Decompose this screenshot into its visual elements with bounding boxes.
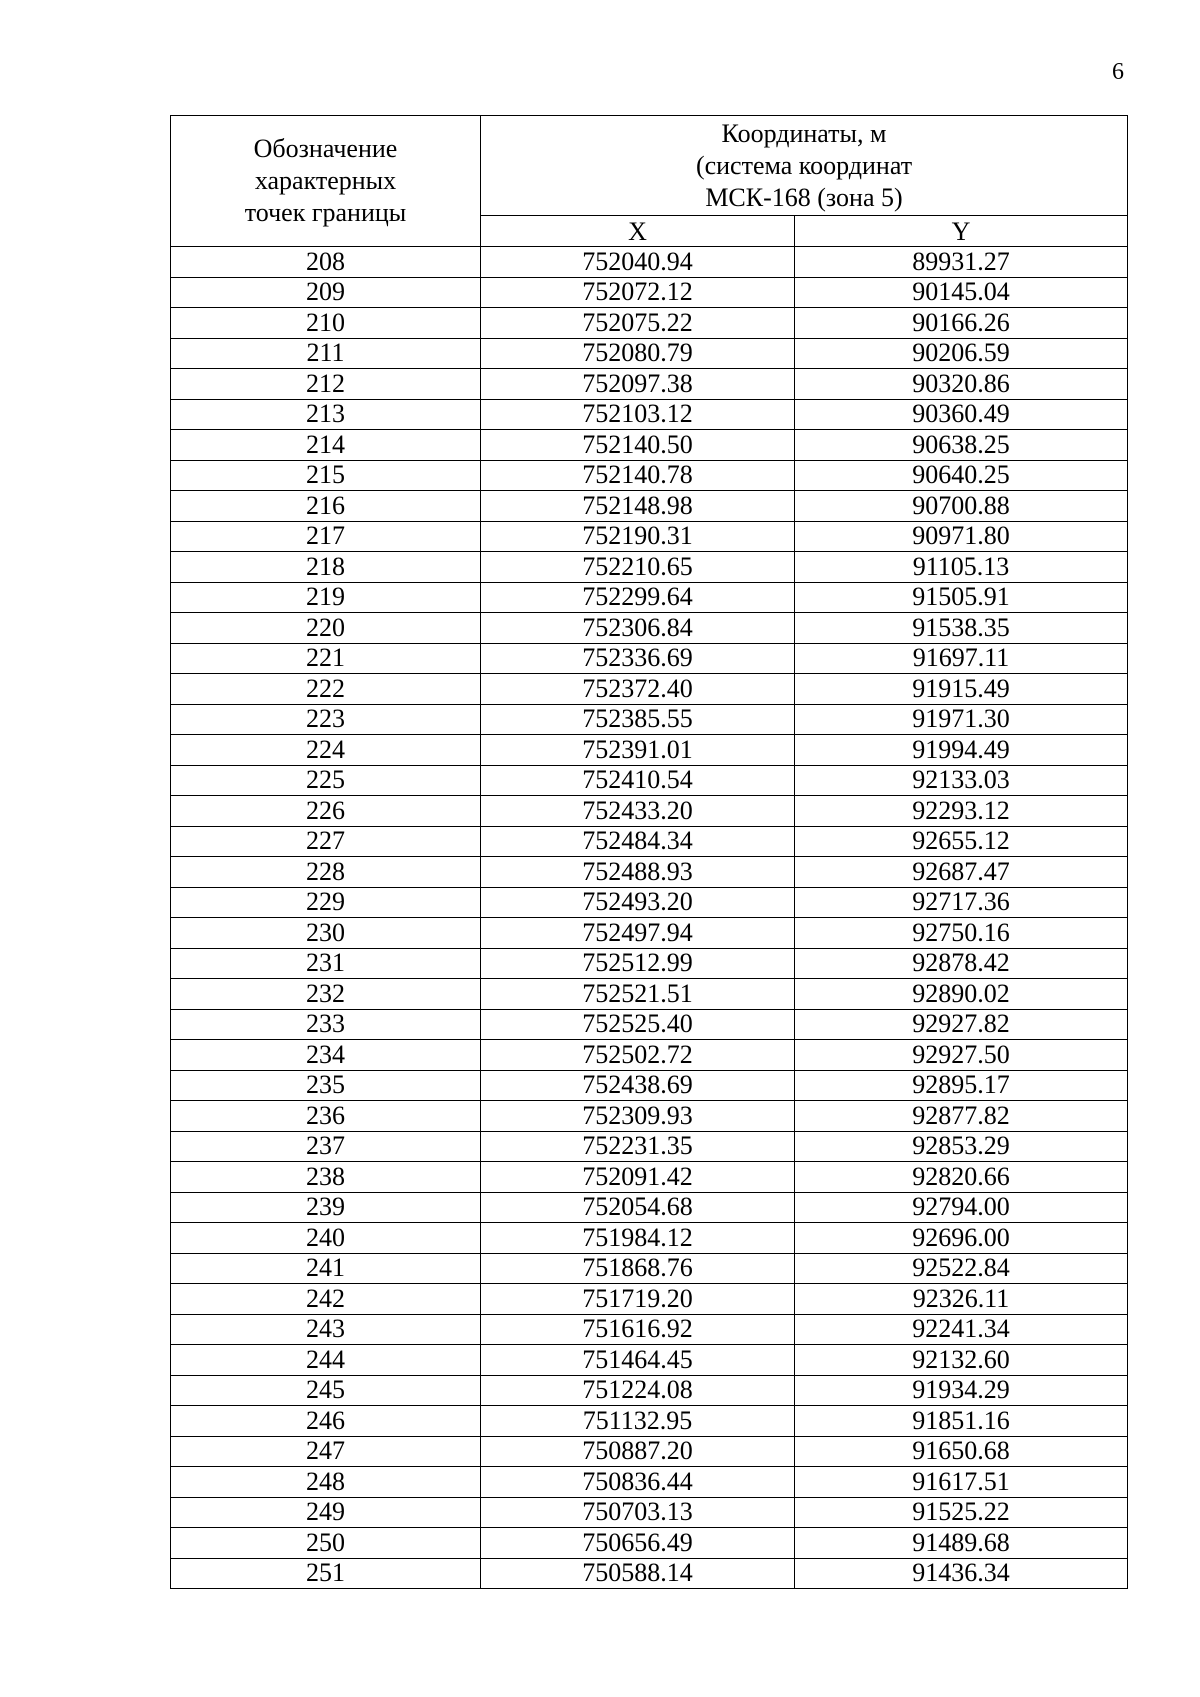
point-number-cell: 238 <box>171 1162 481 1193</box>
table-row <box>171 735 1128 766</box>
y-coordinate-cell: 91915.49 <box>795 674 1128 705</box>
x-coordinate-cell: 751984.12 <box>481 1223 795 1254</box>
x-coordinate-cell: 752040.94 <box>481 247 795 278</box>
point-header-line: Обозначение <box>253 134 398 163</box>
y-coordinate-cell: 92927.82 <box>795 1009 1128 1040</box>
y-coordinate-cell: 90971.80 <box>795 521 1128 552</box>
y-coordinate-cell: 91994.49 <box>795 735 1128 766</box>
x-coordinate-cell: 752072.12 <box>481 277 795 308</box>
table-row <box>171 277 1128 308</box>
table-row <box>171 338 1128 369</box>
point-number-cell: 215 <box>171 460 481 491</box>
x-coordinate-cell: 752488.93 <box>481 857 795 888</box>
point-number-cell: 242 <box>171 1284 481 1315</box>
point-header-line: характерных <box>254 166 397 195</box>
table-row <box>171 1040 1128 1071</box>
point-number-cell: 247 <box>171 1436 481 1467</box>
x-coordinate-cell: 752210.65 <box>481 552 795 583</box>
y-coordinate-cell: 92132.60 <box>795 1345 1128 1376</box>
y-coordinate-cell: 91489.68 <box>795 1528 1128 1559</box>
point-number-cell: 227 <box>171 826 481 857</box>
point-number-cell: 224 <box>171 735 481 766</box>
table-row <box>171 765 1128 796</box>
y-coordinate-cell: 91436.34 <box>795 1558 1128 1589</box>
y-coordinate-cell: 91505.91 <box>795 582 1128 613</box>
x-coordinate-cell: 752075.22 <box>481 308 795 339</box>
table-row <box>171 1345 1128 1376</box>
x-coordinate-cell: 750836.44 <box>481 1467 795 1498</box>
table-row <box>171 247 1128 278</box>
y-coordinate-cell: 90640.25 <box>795 460 1128 491</box>
coordinates-table <box>170 115 1128 1589</box>
point-number-cell: 223 <box>171 704 481 735</box>
x-coordinate-cell: 752502.72 <box>481 1040 795 1071</box>
y-coordinate-cell: 92717.36 <box>795 887 1128 918</box>
point-number-cell: 234 <box>171 1040 481 1071</box>
x-coordinate-cell: 751224.08 <box>481 1375 795 1406</box>
x-coordinate-cell: 752512.99 <box>481 948 795 979</box>
point-number-cell: 218 <box>171 552 481 583</box>
y-coordinate-cell: 92877.82 <box>795 1101 1128 1132</box>
table-row <box>171 1162 1128 1193</box>
table-row <box>171 1467 1128 1498</box>
x-coordinate-cell: 752521.51 <box>481 979 795 1010</box>
point-number-cell: 216 <box>171 491 481 522</box>
point-number-cell: 208 <box>171 247 481 278</box>
table-row <box>171 826 1128 857</box>
table-row <box>171 399 1128 430</box>
table-row <box>171 1284 1128 1315</box>
x-coordinate-cell: 752091.42 <box>481 1162 795 1193</box>
y-coordinate-cell: 90145.04 <box>795 277 1128 308</box>
y-coordinate-cell: 92293.12 <box>795 796 1128 827</box>
y-coordinate-cell: 90166.26 <box>795 308 1128 339</box>
table-row <box>171 948 1128 979</box>
x-coordinate-cell: 752438.69 <box>481 1070 795 1101</box>
point-number-cell: 243 <box>171 1314 481 1345</box>
table-row <box>171 643 1128 674</box>
y-coordinate-cell: 92895.17 <box>795 1070 1128 1101</box>
point-number-cell: 217 <box>171 521 481 552</box>
y-coordinate-cell: 92890.02 <box>795 979 1128 1010</box>
x-coordinate-cell: 752391.01 <box>481 735 795 766</box>
x-coordinate-cell: 752097.38 <box>481 369 795 400</box>
x-coordinate-cell: 752493.20 <box>481 887 795 918</box>
y-coordinate-cell: 90700.88 <box>795 491 1128 522</box>
y-coordinate-cell: 90360.49 <box>795 399 1128 430</box>
x-coordinate-cell: 751868.76 <box>481 1253 795 1284</box>
y-coordinate-cell: 92696.00 <box>795 1223 1128 1254</box>
point-number-cell: 251 <box>171 1558 481 1589</box>
y-coordinate-cell: 91650.68 <box>795 1436 1128 1467</box>
x-coordinate-cell: 752497.94 <box>481 918 795 949</box>
table-row <box>171 1223 1128 1254</box>
point-number-cell: 225 <box>171 765 481 796</box>
x-coordinate-cell: 752299.64 <box>481 582 795 613</box>
table-row <box>171 1375 1128 1406</box>
table-row <box>171 1131 1128 1162</box>
x-coordinate-cell: 751132.95 <box>481 1406 795 1437</box>
point-number-cell: 214 <box>171 430 481 461</box>
table-row <box>171 369 1128 400</box>
x-coordinate-cell: 751616.92 <box>481 1314 795 1345</box>
y-coordinate-cell: 92853.29 <box>795 1131 1128 1162</box>
x-coordinate-cell: 752336.69 <box>481 643 795 674</box>
x-coordinate-cell: 752148.98 <box>481 491 795 522</box>
point-number-cell: 228 <box>171 857 481 888</box>
coordinates-group-header <box>481 116 1128 216</box>
table-row <box>171 1406 1128 1437</box>
point-number-cell: 211 <box>171 338 481 369</box>
table-row <box>171 1436 1128 1467</box>
coords-header-line: МСК-168 (зона 5) <box>705 182 903 212</box>
table-row <box>171 704 1128 735</box>
y-column-header: Y <box>795 216 1128 247</box>
y-coordinate-cell: 92750.16 <box>795 918 1128 949</box>
point-number-cell: 209 <box>171 277 481 308</box>
point-number-cell: 231 <box>171 948 481 979</box>
table-row <box>171 1070 1128 1101</box>
point-number-cell: 235 <box>171 1070 481 1101</box>
x-coordinate-cell: 750588.14 <box>481 1558 795 1589</box>
y-coordinate-cell: 92655.12 <box>795 826 1128 857</box>
point-number-cell: 240 <box>171 1223 481 1254</box>
x-coordinate-cell: 752140.78 <box>481 460 795 491</box>
table-body <box>171 247 1128 1589</box>
y-coordinate-cell: 90206.59 <box>795 338 1128 369</box>
y-coordinate-cell: 91934.29 <box>795 1375 1128 1406</box>
table-row <box>171 796 1128 827</box>
y-coordinate-cell: 89931.27 <box>795 247 1128 278</box>
table-row <box>171 918 1128 949</box>
point-header-line: точек границы <box>244 198 407 227</box>
y-coordinate-cell: 92326.11 <box>795 1284 1128 1315</box>
y-coordinate-cell: 91525.22 <box>795 1497 1128 1528</box>
point-number-cell: 250 <box>171 1528 481 1559</box>
table-row <box>171 1009 1128 1040</box>
table-header <box>171 116 1128 247</box>
point-number-cell: 220 <box>171 613 481 644</box>
x-column-header: X <box>481 216 795 247</box>
x-coordinate-cell: 752385.55 <box>481 704 795 735</box>
x-coordinate-cell: 752372.40 <box>481 674 795 705</box>
table-row <box>171 430 1128 461</box>
x-coordinate-cell: 752309.93 <box>481 1101 795 1132</box>
y-coordinate-cell: 91697.11 <box>795 643 1128 674</box>
y-coordinate-cell: 91971.30 <box>795 704 1128 735</box>
x-coordinate-cell: 752410.54 <box>481 765 795 796</box>
y-coordinate-cell: 92241.34 <box>795 1314 1128 1345</box>
y-coordinate-cell: 90320.86 <box>795 369 1128 400</box>
point-number-cell: 221 <box>171 643 481 674</box>
page-number: 6 <box>1112 59 1124 85</box>
point-number-cell: 249 <box>171 1497 481 1528</box>
point-number-cell: 213 <box>171 399 481 430</box>
point-number-cell: 226 <box>171 796 481 827</box>
y-coordinate-cell: 92794.00 <box>795 1192 1128 1223</box>
x-coordinate-cell: 752525.40 <box>481 1009 795 1040</box>
y-coordinate-cell: 92878.42 <box>795 948 1128 979</box>
point-number-cell: 230 <box>171 918 481 949</box>
point-number-cell: 212 <box>171 369 481 400</box>
y-coordinate-cell: 92927.50 <box>795 1040 1128 1071</box>
x-coordinate-cell: 752306.84 <box>481 613 795 644</box>
coords-header-line: Координаты, м <box>721 118 887 148</box>
point-number-cell: 210 <box>171 308 481 339</box>
x-coordinate-cell: 752433.20 <box>481 796 795 827</box>
x-coordinate-cell: 752103.12 <box>481 399 795 430</box>
y-coordinate-cell: 91851.16 <box>795 1406 1128 1437</box>
table-row <box>171 1528 1128 1559</box>
x-coordinate-cell: 750703.13 <box>481 1497 795 1528</box>
y-coordinate-cell: 92687.47 <box>795 857 1128 888</box>
point-number-cell: 237 <box>171 1131 481 1162</box>
table-row <box>171 552 1128 583</box>
table-row <box>171 1558 1128 1589</box>
y-coordinate-cell: 92820.66 <box>795 1162 1128 1193</box>
y-coordinate-cell: 91105.13 <box>795 552 1128 583</box>
table-row <box>171 674 1128 705</box>
y-coordinate-cell: 92133.03 <box>795 765 1128 796</box>
y-coordinate-cell: 91617.51 <box>795 1467 1128 1498</box>
point-designation-header <box>171 116 481 247</box>
point-number-cell: 232 <box>171 979 481 1010</box>
point-number-cell: 246 <box>171 1406 481 1437</box>
x-coordinate-cell: 752140.50 <box>481 430 795 461</box>
x-coordinate-cell: 752231.35 <box>481 1131 795 1162</box>
table-row <box>171 1253 1128 1284</box>
point-number-cell: 236 <box>171 1101 481 1132</box>
table-row <box>171 613 1128 644</box>
point-number-cell: 239 <box>171 1192 481 1223</box>
table-row <box>171 582 1128 613</box>
y-coordinate-cell: 92522.84 <box>795 1253 1128 1284</box>
y-coordinate-cell: 91538.35 <box>795 613 1128 644</box>
table-row <box>171 521 1128 552</box>
point-number-cell: 219 <box>171 582 481 613</box>
x-coordinate-cell: 752080.79 <box>481 338 795 369</box>
point-number-cell: 233 <box>171 1009 481 1040</box>
table-row <box>171 1314 1128 1345</box>
x-coordinate-cell: 752190.31 <box>481 521 795 552</box>
table-row <box>171 1497 1128 1528</box>
point-number-cell: 222 <box>171 674 481 705</box>
table-row <box>171 979 1128 1010</box>
y-coordinate-cell: 90638.25 <box>795 430 1128 461</box>
coords-header-line: (система координат <box>695 150 913 180</box>
table-row <box>171 491 1128 522</box>
table-row <box>171 1101 1128 1132</box>
x-coordinate-cell: 751464.45 <box>481 1345 795 1376</box>
table-row <box>171 1192 1128 1223</box>
table-row <box>171 887 1128 918</box>
table-row <box>171 460 1128 491</box>
point-number-cell: 241 <box>171 1253 481 1284</box>
x-coordinate-cell: 751719.20 <box>481 1284 795 1315</box>
point-number-cell: 245 <box>171 1375 481 1406</box>
x-coordinate-cell: 752054.68 <box>481 1192 795 1223</box>
table-row <box>171 857 1128 888</box>
table-row <box>171 308 1128 339</box>
x-coordinate-cell: 752484.34 <box>481 826 795 857</box>
point-number-cell: 229 <box>171 887 481 918</box>
point-number-cell: 244 <box>171 1345 481 1376</box>
point-number-cell: 248 <box>171 1467 481 1498</box>
x-coordinate-cell: 750887.20 <box>481 1436 795 1467</box>
x-coordinate-cell: 750656.49 <box>481 1528 795 1559</box>
